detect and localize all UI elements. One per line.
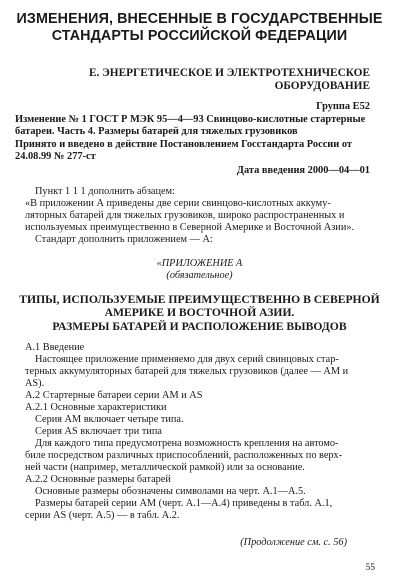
intro-line-3: ляторных батарей для тяжелых грузовиков, широко распространенных и xyxy=(25,210,345,221)
body-line-10: биле посредством различных приспособлений, расположенных по верх- xyxy=(25,450,343,461)
body-line-15: серии AS (черт. А.5) — в табл. А.2. xyxy=(25,510,180,521)
body-line-14: Размеры батарей серии АМ (черт. А.1—А.4) приведены в табл. А.1, xyxy=(35,498,333,509)
body-line-3: терных аккумуляторных батарей для тяжелых грузовиков (далее — АМ и xyxy=(25,366,349,377)
body-line-9: Для каждого типа предусмотрена возможность крепления на автомо- xyxy=(35,438,339,449)
section-title-line-2: ОБОРУДОВАНИЕ xyxy=(274,80,370,92)
amendment-line-1: Изменение № 1 ГОСТ Р МЭК 95—4—93 Свинцово-кислотные стартерные xyxy=(15,114,366,125)
section-title-line-1: Е. ЭНЕРГЕТИЧЕСКОЕ И ЭЛЕКТРОТЕХНИЧЕСКОЕ xyxy=(88,67,370,79)
body-line-6: А.2.1 Основные характеристики xyxy=(25,402,167,413)
appendix-title: «ПРИЛОЖЕНИЕ А xyxy=(156,258,243,269)
intro-line-2: «В приложении А приведены две серии свинцово-кислотных аккуму- xyxy=(25,198,331,209)
amendment-line-3: Принято и введено в действие Постановлением Госстандарта России от xyxy=(15,139,353,150)
body-line-5: А.2 Стартерные батареи серии АМ и AS xyxy=(25,390,203,401)
appendix-status: (обязательное) xyxy=(166,270,233,281)
intro-line-4: используемых преимущественно в Северной Америке и Восточной Азии». xyxy=(25,222,355,233)
body-line-4: AS). xyxy=(25,378,45,389)
body-line-8: Серия AS включает три типа xyxy=(35,426,162,437)
page-number: 55 xyxy=(365,563,375,573)
amendment-line-4: 24.08.99 № 277-ст xyxy=(15,151,96,162)
body-line-13: Основные размеры обозначены символами на черт. А.1—А.5. xyxy=(35,486,306,497)
effective-date: Дата введения 2000—04—01 xyxy=(236,165,370,176)
header-line-2: СТАНДАРТЫ РОССИЙСКОЙ ФЕДЕРАЦИИ xyxy=(51,28,348,44)
heading-line-2: АМЕРИКЕ И ВОСТОЧНОЙ АЗИИ. xyxy=(104,306,295,319)
intro-line-1: Пункт 1 1 1 дополнить абзацем: xyxy=(35,186,175,197)
heading-line-1: ТИПЫ, ИСПОЛЬЗУЕМЫЕ ПРЕИМУЩЕСТВЕННО В СЕВЕРНОЙ xyxy=(19,293,380,306)
intro-line-5: Стандарт дополнить приложением — А: xyxy=(35,234,213,245)
body-line-2: Настоящее приложение применяемо для двух серий свинцовых стар- xyxy=(35,354,339,365)
heading-line-3: РАЗМЕРЫ БАТАРЕЙ И РАСПОЛОЖЕНИЕ ВЫВОДОВ xyxy=(52,320,347,333)
body-line-11: ней части (например, металлической рамкой) или за основание. xyxy=(25,462,305,473)
body-line-7: Серия АМ включает четыре типа. xyxy=(35,414,184,425)
body-line-12: А.2.2 Основные размеры батарей xyxy=(25,474,171,485)
body-line-1: А.1 Введение xyxy=(25,342,85,353)
amendment-line-2: батареи. Часть 4. Размеры батарей для тяжелых грузовиков xyxy=(15,126,298,137)
header-line-1: ИЗМЕНЕНИЯ, ВНЕСЕННЫЕ В ГОСУДАРСТВЕННЫЕ xyxy=(16,11,383,27)
continuation-note: (Продолжение см. с. 56) xyxy=(240,537,347,548)
group-code: Группа Е52 xyxy=(316,101,370,112)
